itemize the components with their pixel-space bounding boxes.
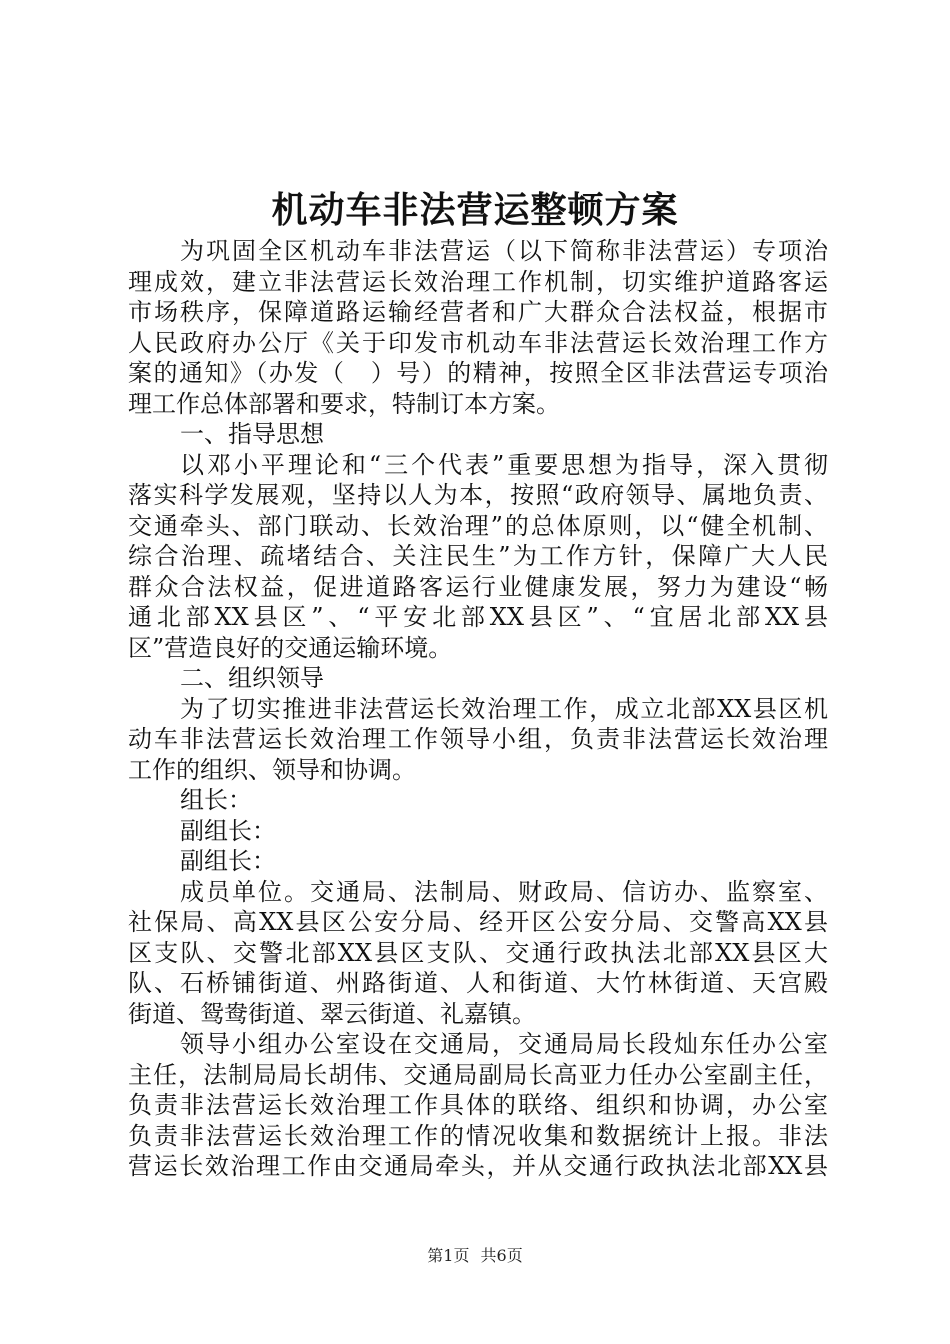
- page-total: 共6页: [480, 1246, 523, 1265]
- paragraph-line: 群众合法权益，促进道路客运行业健康发展，努力为建设“畅: [128, 572, 828, 601]
- paragraph-line: 为了切实推进非法营运长效治理工作，成立北部XX县区机: [180, 694, 828, 723]
- paragraph-line: 社保局、高XX县区公安分局、经开区公安分局、交警高XX县: [128, 908, 828, 936]
- paragraph-line: 理工作总体部署和要求，特制订本方案。: [128, 389, 560, 418]
- section-heading: 一、指导思想: [180, 420, 324, 448]
- paragraph-line: 营运长效治理工作由交通局牵头，并从交通行政执法北部XX县: [128, 1152, 828, 1180]
- page-footer: [0, 1244, 950, 1268]
- paragraph-line: 人民政府办公厅《关于印发市机动车非法营运长效治理工作方: [128, 328, 828, 357]
- paragraph-line: 市场秩序，保障道路运输经营者和广大群众合法权益，根据市: [128, 298, 828, 326]
- paragraph-line: 理成效，建立非法营运长效治理工作机制，切实维护道路客运: [128, 267, 828, 296]
- paragraph-line: 负责非法营运长效治理工作具体的联络、组织和协调，办公室: [128, 1091, 828, 1119]
- paragraph-line: 案的通知》（办发（ ）号）的精神，按照全区非法营运专项治: [128, 359, 828, 387]
- role-line: 组长：: [180, 786, 252, 814]
- paragraph-line: 为巩固全区机动车非法营运（以下简称非法营运）专项治: [180, 237, 828, 265]
- paragraph-line: 区”营造良好的交通运输环境。: [128, 633, 453, 662]
- section-heading: 二、组织领导: [180, 664, 324, 692]
- page-number: 第1页: [427, 1246, 470, 1265]
- paragraph-line: 区支队、交警北部XX县区支队、交通行政执法北部XX县区大: [128, 938, 828, 967]
- paragraph-line: 领导小组办公室设在交通局，交通局局长段灿东任办公室: [180, 1030, 828, 1058]
- document-body: [128, 236, 828, 1182]
- paragraph-line: 负责非法营运长效治理工作的情况收集和数据统计上报。非法: [128, 1121, 828, 1150]
- paragraph-line: 主任，法制局局长胡伟、交通局副局长高亚力任办公室副主任，: [128, 1060, 828, 1089]
- paragraph-line: 以邓小平理论和“三个代表”重要思想为指导，深入贯彻: [180, 450, 828, 479]
- paragraph-line: 交通牵头、部门联动、长效治理”的总体原则，以“健全机制、: [128, 511, 828, 540]
- paragraph-line: 队、石桥铺街道、州路街道、人和街道、大竹林街道、天宫殿: [128, 969, 828, 997]
- paragraph-line: 通北部XX县区”、“平安北部XX县区”、“宜居北部XX县: [128, 603, 828, 631]
- paragraph-line: 动车非法营运长效治理工作领导小组，负责非法营运长效治理: [128, 725, 828, 753]
- paragraph-line: 街道、鸳鸯街道、翠云街道、礼嘉镇。: [128, 999, 536, 1028]
- document-title: 机动车非法营运整顿方案: [271, 189, 679, 231]
- role-line: 副组长：: [180, 847, 276, 875]
- role-line: 副组长：: [180, 816, 276, 845]
- paragraph-line: 综合治理、疏堵结合、关注民生”为工作方针，保障广大人民: [128, 542, 828, 570]
- paragraph-line: 工作的组织、领导和协调。: [128, 755, 416, 784]
- paragraph-line: 成员单位。交通局、法制局、财政局、信访办、监察室、: [180, 877, 828, 906]
- paragraph-line: 落实科学发展观，坚持以人为本，按照“政府领导、属地负责、: [128, 481, 828, 509]
